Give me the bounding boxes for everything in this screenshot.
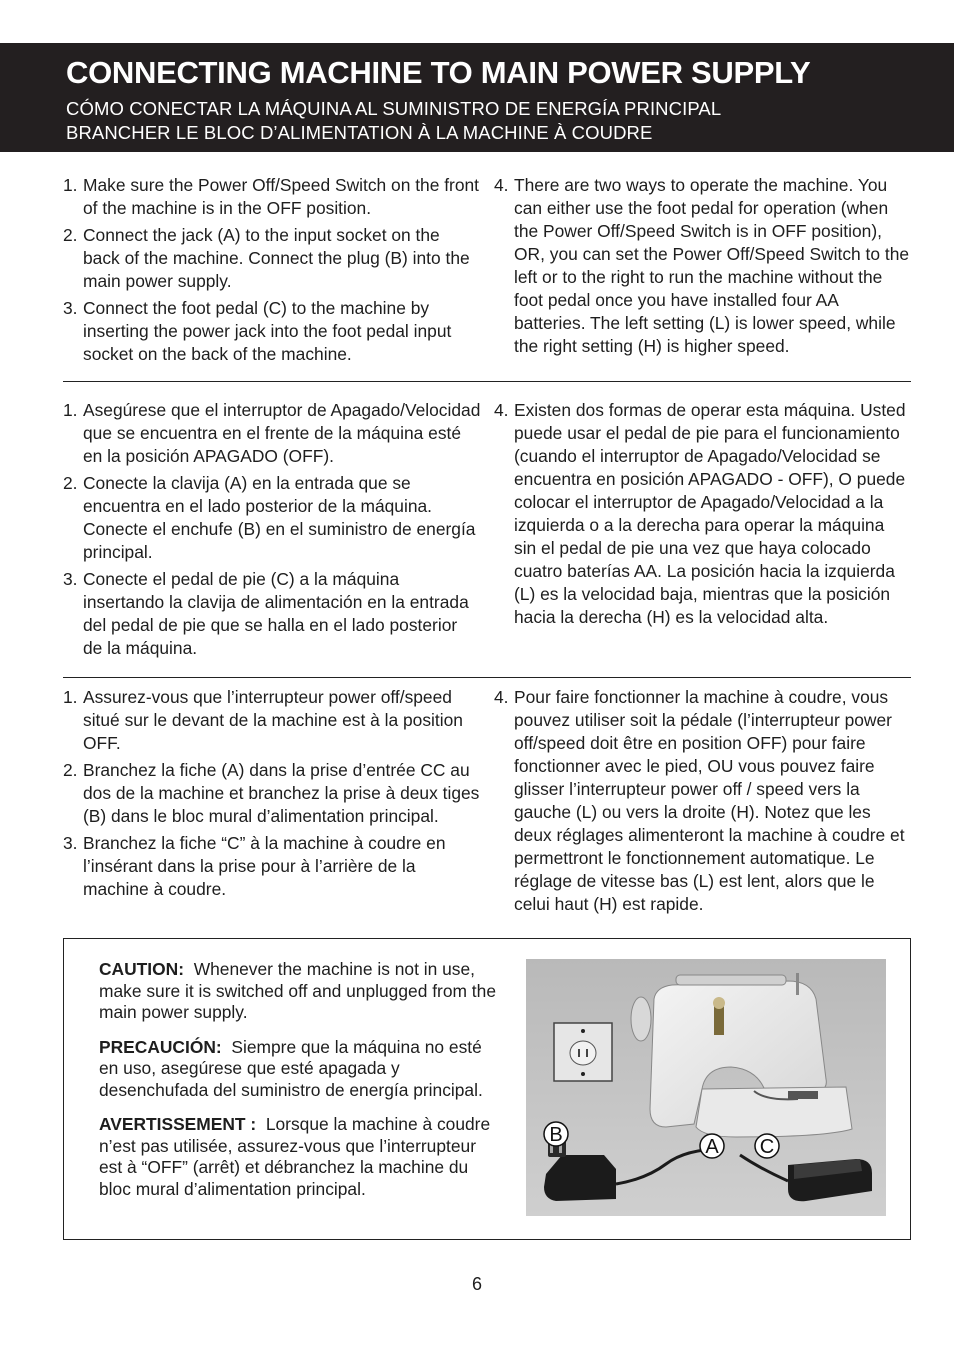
- step-number: 3.: [63, 298, 78, 318]
- sewing-machine-illustration: [526, 959, 886, 1216]
- step-number: 4.: [494, 687, 509, 707]
- spanish-steps-list: [63, 399, 481, 660]
- step-text: Connect the foot pedal (C) to the machine by inserting the power jack into the foot pedal input socket on the back of the machine.: [83, 298, 452, 364]
- spanish-right-column: [494, 399, 911, 633]
- spanish-steps-list-right: [494, 399, 911, 629]
- caution-label: CAUTION:: [99, 959, 185, 979]
- english-left-column: [63, 174, 481, 370]
- step-number: 1.: [63, 687, 78, 707]
- caution-label: AVERTISSEMENT :: [99, 1114, 257, 1134]
- english-steps-list-right: [494, 174, 911, 358]
- french-steps-list-right: [494, 686, 911, 916]
- caution-body: Siempre que la máquina no esté en uso, asegúrese que esté apagada y desenchufada del suministro de energía principal.: [99, 1036, 483, 1100]
- list-item: [494, 174, 911, 358]
- page-title: CONNECTING MACHINE TO MAIN POWER SUPPLY: [66, 55, 811, 90]
- list-item: [494, 399, 911, 629]
- caution-text: [99, 959, 504, 1213]
- caution-label: PRECAUCIÓN:: [99, 1036, 222, 1057]
- machine-connection-photo: [526, 959, 886, 1216]
- french-right-column: [494, 686, 911, 920]
- page-header: [0, 43, 954, 152]
- caution-box: [63, 938, 911, 1240]
- step-text: Pour faire fonctionner la machine à coudre, vous pouvez utiliser soit la pédale (l’interrupteur power off/speed doit être en position OFF) pour faire fonctionner avec le pied, OU vous pouvez faire glisser l’interrupteur power off / speed vers la gauche (L) ou vers la droite (H). Notez que les deux réglages alimenteront la machine à coudre et permettront le fonctionnement automatique. Le réglage de vitesse bas (L) est lent, alors que le celui haut (H) est rapide.: [514, 687, 905, 914]
- step-number: 1.: [63, 400, 78, 420]
- french-left-column: [63, 686, 481, 905]
- step-number: 2.: [63, 473, 78, 493]
- list-item: [63, 224, 481, 293]
- step-text: Assurez-vous que l’interrupteur power off/speed situé sur le devant de la machine est à la position OFF.: [83, 687, 463, 753]
- step-text: There are two ways to operate the machine. You can either use the foot pedal for operation (when the Power Off/Speed Switch is in OFF position), OR, you can set the Power Off/Speed Switch to the left or to the right to run the machine without the foot pedal once you have installed four AA batteries. The left setting (L) is lower speed, while the right setting (H) is higher speed.: [514, 175, 910, 356]
- list-item: [63, 472, 481, 564]
- subtitle-spanish: CÓMO CONECTAR LA MÁQUINA AL SUMINISTRO DE ENERGÍA PRINCIPAL: [66, 98, 722, 119]
- french-steps-list: [63, 686, 481, 901]
- list-item: [63, 759, 481, 828]
- step-number: 1.: [63, 175, 78, 195]
- caution-body: Lorsque la machine à coudre n’est pas utilisée, assurez-vous que l’interrupteur est à “OFF” (arrêt) et débranchez la machine du bloc mural d’alimentation principal.: [99, 1114, 491, 1199]
- label-a: [700, 1134, 724, 1158]
- section-divider: [63, 381, 911, 382]
- label-b: [544, 1122, 568, 1146]
- step-text: Asegúrese que el interruptor de Apagado/Velocidad que se encuentra en el frente de la máquina esté en la posición APAGADO (OFF).: [83, 400, 481, 466]
- step-text: Branchez la fiche (A) dans la prise d’entrée CC au dos de la machine et branchez la prise à deux tiges (B) dans le bloc mural d’alimentation principal.: [83, 760, 480, 826]
- english-right-column: [494, 174, 911, 362]
- list-item: [63, 174, 481, 220]
- subtitle-french: BRANCHER LE BLOC D’ALIMENTATION À LA MACHINE À COUDRE: [66, 122, 653, 143]
- page-number: 6: [471, 1274, 482, 1294]
- list-item: [63, 297, 481, 366]
- label-a-text: A: [705, 1136, 719, 1158]
- step-number: 3.: [63, 569, 78, 589]
- step-number: 4.: [494, 400, 509, 420]
- list-item: [63, 686, 481, 755]
- step-text: Conecte la clavija (A) en la entrada que se encuentra en el lado posterior de la máquina. Conecte el enchufe (B) en el suministro de energía principal.: [83, 473, 476, 562]
- english-steps-list: [63, 174, 481, 366]
- step-number: 4.: [494, 175, 509, 195]
- step-text: Existen dos formas de operar esta máquina. Usted puede usar el pedal de pie para el funcionamiento (cuando el interruptor de Apagado/Velocidad se encuentra en posición APAGADO - OFF), O puede colocar el interruptor de Apagado/Velocidad a la izquierda o a la derecha para operar la máquina sin el pedal de pie una vez que haya colocado cuatro baterías AA. La posición hacia la izquierda (L) es la velocidad baja, mientras que la posición hacia la derecha (H) es la velocidad alta.: [514, 400, 906, 627]
- step-number: 3.: [63, 833, 78, 853]
- label-c: [755, 1134, 779, 1158]
- wall-outlet-icon: [554, 1023, 612, 1081]
- step-text: Connect the jack (A) to the input socket on the back of the machine. Connect the plug (B) into the main power supply.: [83, 225, 470, 291]
- list-item: [63, 832, 481, 901]
- section-divider: [63, 677, 911, 678]
- spanish-left-column: [63, 399, 481, 664]
- list-item: [494, 686, 911, 916]
- list-item: [63, 399, 481, 468]
- step-text: Branchez la fiche “C” à la machine à coudre en l’insérant dans la prise pour à l’arrière de la machine à coudre.: [83, 833, 446, 899]
- step-text: Make sure the Power Off/Speed Switch on the front of the machine is in the OFF position.: [83, 175, 480, 218]
- label-c-text: C: [759, 1136, 775, 1158]
- caution-french: [99, 1114, 504, 1200]
- step-number: 2.: [63, 760, 78, 780]
- caution-body: Whenever the machine is not in use, make sure it is switched off and unplugged from the main power supply.: [99, 959, 496, 1022]
- step-text: Conecte el pedal de pie (C) a la máquina insertando la clavija de alimentación en la entrada del pedal de pie que se halla en el lado posterior de la máquina.: [83, 569, 469, 658]
- list-item: [63, 568, 481, 660]
- step-number: 2.: [63, 225, 78, 245]
- caution-english: [99, 959, 504, 1024]
- label-b-text: B: [549, 1124, 563, 1146]
- caution-spanish: [99, 1037, 504, 1102]
